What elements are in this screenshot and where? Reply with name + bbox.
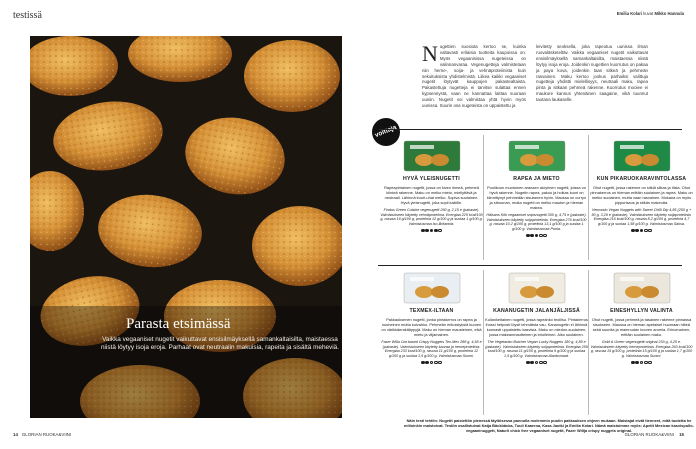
rating-dot: [635, 361, 639, 365]
byline-photographer: Mikko Hannula: [654, 11, 684, 16]
product-card: [380, 138, 483, 234]
rating-dot: [644, 361, 648, 365]
product-facts: Fazer Willa Oat based Crispy Nuggets Tex-Mex 288 g, 4,65 e (pakaste). Valmistukseen käytetty kauraa ja herneproteiinia. Energiaa 233 kcal/100 g, rasvaa 11 g/100 g, proteiinia 12 g/100 g ja suolaa 1,5 g/100 g. Valmistusmaa Suomi.: [381, 340, 482, 358]
product-package-image: [610, 270, 674, 306]
rating-dot: [640, 361, 644, 365]
product-description: Ohut nugetti, jossa rakenne on sitkiä siikas ja tiisla. Ohut pinnakerros on hieman erittäin suolainen ja rapea. Maku on melko suolainen, mutta vaan rasvainen. Mukana on myös pippurisaus ja sitkän makeutta.: [590, 185, 693, 205]
rating-dot: [434, 361, 438, 365]
folio-right: [625, 432, 684, 437]
rating-dot: [631, 361, 635, 365]
product-facts: Gold & Green vegenugetit original 230 g, 4,25 e. Valmistukseen käytetty herneproteiinia. Energiaa 263 kcal/100 g, rasvaa 15 g/100 g, proteiinia 15 g/100 g ja suolaa 1,7 g/100 g. Valmistusmaa Suomi.: [590, 340, 693, 358]
hero-lead: Vaikka vegaaniset nugetit vaikuttavat ensisilmäyksellä samankaltaisilta, maistaessa niistä löytyy isoja eroja. Parhaat ovat neutraalin makuisia, rapeita ja sisältä meheviä.: [101, 336, 339, 351]
product-heading: TEXMEX-ILTAAN: [409, 308, 454, 314]
product-heading: KANANUGETIN JALANJÄLJISSÄ: [493, 308, 580, 314]
product-description: Rapeapintainen nugetti, jossa on kiven ihmeä, pehmeä kiinteä rakenne. Maku on melko mieto, miellyttävä ja neutraali. Lähinnä kuori-uhat melko. Sopiva suolainen. Hyvä yleisnugetti, joka sopii kaikille.: [384, 185, 479, 205]
product-facts: Vemondo Vegan Nuggets with Sweet Chilli Dip 4,85 (250 g + 50 g, 3,29 e (pakaste). Valmistukseen käytetty soijaproteiinia. Energiaa 216 kcal/100 g, rasvaa 8,2 g/100 g, proteiinia 4,7 g/100 g ja suolaa 1,58 g/100 g. Valmistusmaa Saksa.: [591, 208, 692, 226]
rating-dots: [380, 360, 483, 366]
body-column-2: [536, 44, 648, 103]
rating-dot: [539, 361, 543, 365]
rating-dot: [421, 229, 425, 233]
folio-left: [13, 432, 71, 437]
rating-dot: [526, 361, 530, 365]
rating-dots: [590, 360, 693, 366]
nuggets-illustration: [30, 36, 342, 418]
product-card: [485, 138, 588, 239]
product-heading: EINESHYLLYN VALINTA: [610, 308, 673, 314]
hero-title: Parasta etsimässä: [126, 316, 231, 332]
rating-dot: [631, 229, 635, 233]
product-package-image: [610, 138, 674, 174]
rating-dot: [438, 361, 442, 365]
rating-dot: [434, 229, 438, 233]
folio-publication: GLORIAN RUOKA&VIINI: [624, 432, 674, 437]
rating-dot: [530, 234, 534, 238]
test-method-note: Näin testi tehtiin: Nugetit paistettiin pienessä täyttösessa pannulla molemmin puolin pakkauksen ohjeen mukaan. Maistajat eivät tienneet, mitä tuotetta he milloinkin maistoivat. Testiin osallistuivat Katja Bäckbäcka, Tuuli Kaarena, Kasa Jaotki ja Emilia Kolari. Nämä maistoimme myös: Apetit Mexican kasvispullo-vegaaninuggett, Naturli chick free vegaaniset nugetit, Fazer Willja crispy nuggets original.: [404, 418, 694, 433]
product-description: Ohut nugetti, jossa pehmeä ja tasainen rakenne pinnassa sisukseen. Maussa on hieman apetaiset huomaan hiiteä sekä suuntia ja mamnudan kuoren aromia. Erinomainen, erittäin suolainen maku.: [591, 317, 692, 337]
rating-dot: [430, 229, 434, 233]
rating-dots: [485, 360, 588, 366]
product-description: Pakkauksenen nugetti, jonka pintakerros on rapea ja nouheinen mutta kuivahko. Pehmeän erikoistyksiä kuoren on värikkäerakitäppyjä. Maku on hieman mausteinen, eikä mieto ja viljamainen.: [381, 317, 482, 337]
right-page: [348, 0, 696, 449]
rating-dot: [526, 234, 530, 238]
rating-dot: [430, 361, 434, 365]
byline: [617, 11, 684, 16]
rating-dots: [485, 233, 588, 239]
product-package-image: [400, 270, 464, 306]
product-facts: Findus Green Cuisine vegenugetit 260 g, 2,15 e (pakaste). Valmistukseen käytetty vehnäproteiinia. Energiaa 225 kcal/100 g, rasvaa 16 g/100 g, proteiinia 12 g/100 g ja suolaa 1 g/100 g. Valmistusmaa Iso-Britannia.: [380, 208, 483, 226]
dropcap: N: [422, 41, 438, 66]
body-column-1-text: ugettien suosiota kertoo se, kuinka valtavasti erilaisia tuotteita kaupoissa on. Myös vegaanisissa nugeteissa on valinnanvaraa. Vegenugetteja valmistetaan niin herne-, soija- ja vehnäproteiinista kuin sekoituksista yhdistelmistä. Liikea kaikki vegaaniset nugetit löytyvät kauppojen pakastealtaista. Pakastettuja nugetteja ei tarvitse sulattaa ennen kypsennystä, vaan ne kannattaa laittaa suoraan uuniin. Nugetit voi valmistaa yhtä hyvin myös uunissa. Suurin osa nugeteista on uppaistettu ja: [422, 44, 526, 109]
rating-dot: [530, 361, 534, 365]
column-rule-2: [588, 135, 589, 260]
rating-dot: [425, 229, 429, 233]
rating-dot: [543, 234, 547, 238]
rating-dot: [640, 229, 644, 233]
product-facts: The Vegetarian Butcher Vegan Lucky Nuggets 180 g, 4,89 e (pakaste). Valmistukseen käytetty soijaproteiinia. Energiaa 259 kcal/100 g, rasvaa 11 g/100 g, proteiinia 9 g/100 g ja suolaa 1,5 g/100 g. Valmistusmaa Alankomaat.: [485, 340, 588, 358]
product-package-image: [400, 138, 464, 174]
rating-dots: [380, 228, 483, 234]
divider-middle: [378, 265, 682, 266]
column-rule-3: [483, 270, 484, 415]
product-package-image: [505, 138, 569, 174]
byline-author: Emilia Kolari: [616, 11, 643, 16]
rating-dot: [535, 234, 539, 238]
product-heading: RAPEA JA MIETO: [513, 176, 560, 182]
rating-dot: [535, 361, 539, 365]
product-card: [590, 138, 693, 234]
rating-dot: [644, 229, 648, 233]
folio-page-number: 15: [679, 432, 684, 437]
column-rule-4: [588, 270, 589, 415]
rating-dot: [543, 361, 547, 365]
folio-publication: GLORIAN RUOKA&VIINI: [21, 432, 72, 437]
product-description: Puolikuun muotoinen aranaen akryimen nugetti, joissa on hyvä rakenne. Nugetin rapea, pakuu ja hoikas kuori on kiinnittynyt pehmeään sisukseen hyvin. Maussa on curryn ja sitruunan, mutta nugetti on melko mauton ja hieman makea.: [486, 185, 587, 210]
byline-kuvat: kuvat: [643, 11, 654, 16]
rating-dot: [648, 361, 652, 365]
rating-dots: [590, 228, 693, 234]
product-description: Kullankeltainen nugetti, jossa rapeahko teollisu. Pintakerros ihossi hetposti löysit lehmätsta vau. Kananugetin ei lähinnä kunnasti uppaistettu kasvisia. Maku on miedon-suolainen, jossa makeanmautteinen ja briolleinen. Aiko suolainen.: [485, 317, 588, 337]
product-card: [590, 270, 693, 366]
hero-photo: [30, 36, 342, 418]
rating-dot: [648, 229, 652, 233]
column-rule-1: [483, 135, 484, 260]
rating-dot: [421, 361, 425, 365]
product-package-image: [505, 270, 569, 306]
winner-badge: voittaja: [368, 114, 404, 150]
rating-dot: [438, 229, 442, 233]
body-column-2-text: leivitetty seoksella, joka rapeutuu uunissa ilman ruovaläsketeltäv. Vaikka vegaaniset nugetit vaikuttavat ensisilmäyksellä samankaltaisilta, maistaessa niistä löytyy isoja eroja. Joidenkin nugettien kuorrutus on pakaa ja paya kova, joidenkin taas sitkeä ja pehmeän rasvainen. Maku kertoo joskus parhaiksi valittuja nugetteja yhdistti mielellisyys, neutraali maku, rapea pinta ja sitkaan pehmeä rakenne. Kuorrutus mooiee ei maukore kannus yhtenäinen saagaine, vikä tuunnut taotana laukaselle.: [536, 44, 648, 103]
folio-page-number: 14: [13, 432, 18, 437]
product-heading: KUN PIKARUOKARAVINTOLASSA: [596, 176, 687, 182]
rating-dot: [425, 361, 429, 365]
divider-top: [378, 129, 682, 130]
product-facts: Hälsans Kök vegaaniset snipsnugetit 300 g, 4,75 e (pakaste). Valmistukseen käytetty soijaproteiinia. Energiaa 276 kcal/100 g, rasvaa 10,2 g/100 g, proteiinia 13,1 g/100 g ja suolaa 1 g/100 g. Valmistusmaa Puola.: [486, 213, 587, 231]
product-card: [380, 270, 483, 366]
product-card: [485, 270, 588, 366]
rating-dot: [635, 229, 639, 233]
product-heading: HYVÄ YLEISNUGETTI: [403, 176, 460, 182]
section-label: testissä: [13, 10, 42, 21]
body-column-1: [422, 41, 526, 109]
rating-dot: [539, 234, 543, 238]
